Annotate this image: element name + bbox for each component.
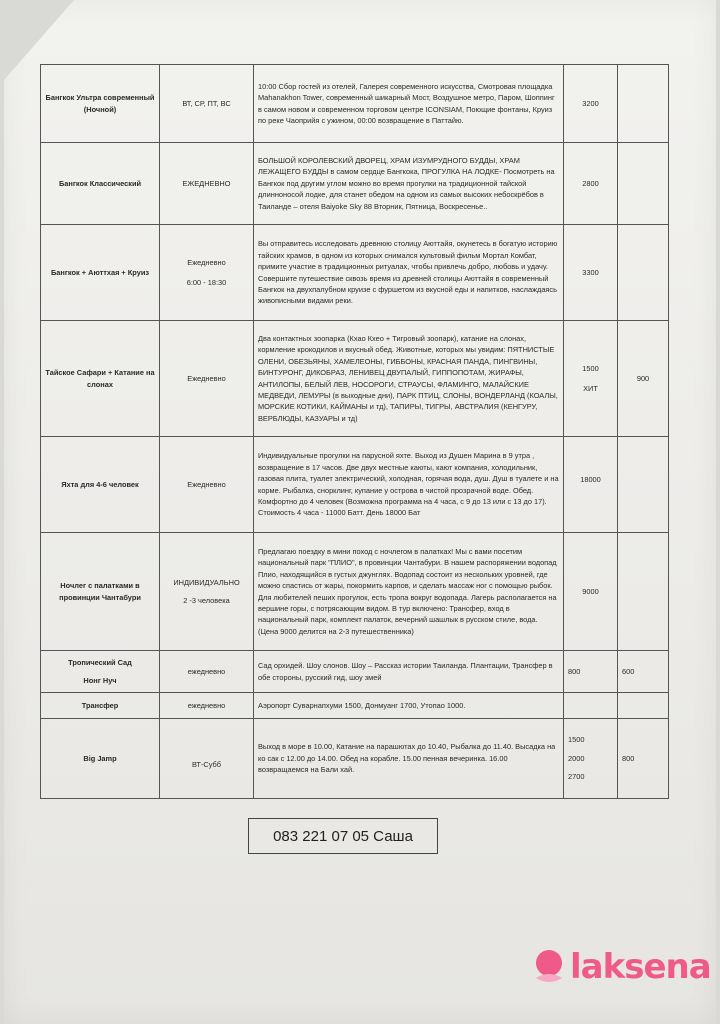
tour-price: 3200 [564, 65, 618, 143]
tour-price-secondary [618, 533, 669, 651]
contact-phone: 083 221 07 05 Саша [248, 818, 438, 854]
tour-name: Тайское Сафари + Катание на слонах [41, 321, 160, 437]
tour-days: ИНДИВИДУАЛЬНО [173, 578, 240, 588]
tour-description: Индивидуальные прогулки на парусной яхте. Выход из Душен Марина в 9 утра , возвращение в 17 часов. Две двух местные каюты, кают компания, холодильник, газовая плита, туалет электрический, холодная, горячая вода, душ. Душ в туалете и на корме. Рыбалка, снорклинг, купание у острова в чистой прозрачной воде. Обед. Комфортно до 4 человек (Возможна программа на 4 часа, с 9 до 13 или с 13 до 17). Стоимость 4 часа - 11000 Батт. День 18000 Бат [254, 437, 564, 533]
tour-name: Тропический Сад [68, 658, 132, 668]
tour-name-cell [41, 651, 160, 693]
tour-price: 18000 [564, 437, 618, 533]
table-row [41, 651, 669, 693]
tour-description: Два контактных зоопарка (Кхао Кхео + Тигровый зоопарк), катание на слонах, кормление крокодилов и вкусный обед. Животные, которых мы увидим: ПЯТНИСТЫЕ ОЛЕНИ, ОБЕЗЬЯНЫ, ХАМЕЛЕОНЫ, ГИББОНЫ, КРАСНАЯ ПАНДА, ПИНГВИНЫ, БИНТУРОНГ, ДИКОБРАЗ, ЛЕНИВЕЦ ДВУПАЛЫЙ, ГИППОПОТАМ, ЖИРАФЫ, АНТИЛОПЫ, БЕЛЫЙ ЛЕВ, НОСОРОГИ, СТРАУСЫ, ФЛАМИНГО, МАЛАЙСКИЕ МЕДВЕДИ, ЛЕМУРЫ (в выходные дни), ПАРК ПТИЦ, СЛОНЫ, ВОНДЕРЛАНД (КОАЛЫ, МОРСКИЕ КОТИКИ, КАЙМАНЫ и тд), ТАПИРЫ, ТИГРЫ, АВСТРАЛИЯ (КЕНГУРУ, ВЕРБЛЮДЫ, КАЗУАРЫ и тд) [254, 321, 564, 437]
tour-price-option: 2000 [568, 753, 585, 763]
logo-text: laksena [570, 947, 711, 987]
tour-description: БОЛЬШОЙ КОРОЛЕВСКИЙ ДВОРЕЦ, ХРАМ ИЗУМРУДНОГО БУДДЫ, ХРАМ ЛЕЖАЩЕГО БУДДЫ в самом сердце Бангкока, ПРОГУЛКА НА ЛОДКЕ- Посмотреть на Бангкок под другим углом можно во время прогулки на традиционной тайской длинноносой лодке, для станет обедом на одном из самых высоких небоскрёбов в Таиланде – отеля Baiyoke Sky 88 Вторник, Пятница, Воскресенье.. [254, 143, 564, 225]
tour-days: Ежедневно [160, 437, 254, 533]
tour-group-size: 2 -3 человека [183, 595, 230, 605]
tour-price-secondary: 900 [618, 321, 669, 437]
tour-price [564, 693, 618, 719]
tour-price-secondary: 600 [618, 651, 669, 693]
tour-name: Трансфер [41, 693, 160, 719]
tour-price-option: 2700 [568, 772, 585, 782]
tour-hours: 6:00 - 18:30 [186, 277, 227, 287]
tour-days: ВТ-Субб [160, 719, 254, 799]
tour-price-cell [564, 719, 618, 799]
table-row [41, 143, 669, 225]
tour-price-secondary [618, 437, 669, 533]
tour-days: Ежедневно [160, 321, 254, 437]
tour-days-cell [160, 225, 254, 321]
tour-days: ЕЖЕДНЕВНО [160, 143, 254, 225]
tours-table [40, 64, 669, 799]
tour-days-cell [160, 533, 254, 651]
tour-description: Аэропорт Суварнапхуми 1500, Донмуанг 1700, Утопао 1000. [254, 693, 564, 719]
table-row [41, 719, 669, 799]
tour-price: 2800 [564, 143, 618, 225]
tour-price: 9000 [564, 533, 618, 651]
tour-name-secondary: Нонг Нуч [83, 675, 117, 685]
tour-description: Выход в море в 10.00, Катание на парашютах до 10.40, Рыбалка до 11.40. Высадка на ко сак с 12.00 до 14.00. Обед на корабле. 15.00 пенная вечеринка. 16.00 возвращаемся на Бали хай. [254, 719, 564, 799]
tour-description: Сад орхидей. Шоу слонов. Шоу – Рассказ истории Таиланда. Плантации, Трансфер в обе стороны, русский гид, шоу змей [254, 651, 564, 693]
tour-price-secondary [618, 693, 669, 719]
table-row [41, 321, 669, 437]
tour-price: 3300 [564, 225, 618, 321]
tour-name: Яхта для 4-6 человек [41, 437, 160, 533]
table-row [41, 437, 669, 533]
table-row [41, 65, 669, 143]
tour-name: Бангкок Классический [41, 143, 160, 225]
tour-name: Бангкок Ультра современный (Ночной) [41, 65, 160, 143]
tour-price-secondary [618, 65, 669, 143]
table-row [41, 225, 669, 321]
tour-description: Вы отправитесь исследовать древнюю столицу Аюттайя, окунетесь в богатую историю тайских храмов, в одном из которых снимался культовый фильм Мортал Комбат, примите участие в традиционных ритуалах, чтобы привлечь добро, любовь и удачу. Совершите путешествие сквозь время из древней столицы Аюттайя в современный Бангкок на двухпалубном круизе с фуршетом из вкусной еды и напитков, наслаждаясь живописными видами реки. [254, 225, 564, 321]
tour-days: ежедневно [160, 693, 254, 719]
tour-description: 10:00 Сбор гостей из отелей, Галерея современного искусства, Смотровая площадка Mahanakhon Tower, современный шикарный Мост, Воздушное метро, Паром, Шоппинг в самом новом и современном торговом центре ICONSIAM, Поющие фонтаны, Круиз по реке Чаоприйя с ужином, 00:00 возвращение в Паттайю. [254, 65, 564, 143]
tour-name: Ночлег с палатками в провинции Чантабури [41, 533, 160, 651]
tour-price: 1500 [582, 364, 599, 374]
lotus-logo-icon [530, 948, 568, 986]
tour-description: Предлагаю поездку в мини поход с ночлегом в палатках! Мы с вами посетим национальный парк "ПЛИО", в провинции Чантабури. В нашем распоряжении водопад Плио, находящийся в густых джунглях. Водопад состоит из нескольких уровней, где можно спастись от жары, покормить карпов, и сделать массаж ног с помощью рыбок. Для любителей пеших прогулок, есть тропа вокруг водопада. Лагерь располагается на вершине горы, с потрясающим видом. В тур включено: Трансфер, вход в национальный парк, комплект палаток, вечерний шашлык в русском стиле, вода. (Цена 9000 делится на 2-3 путешественника) [254, 533, 564, 651]
table-row [41, 533, 669, 651]
hit-badge: ХИТ [583, 383, 598, 393]
tour-price-secondary: 800 [618, 719, 669, 799]
logo [530, 942, 710, 992]
tour-days: Ежедневно [187, 258, 226, 268]
tour-price-secondary [618, 225, 669, 321]
tour-price: 800 [564, 651, 618, 693]
tour-name: Big Jamp [41, 719, 160, 799]
tour-days: ВТ, СР, ПТ, ВС [160, 65, 254, 143]
tour-name: Бангкок + Аюттхая + Круиз [41, 225, 160, 321]
tour-price: 1500 [568, 735, 585, 745]
tour-price-secondary [618, 143, 669, 225]
tour-days: ежедневно [160, 651, 254, 693]
table-row [41, 693, 669, 719]
tour-price-cell [564, 321, 618, 437]
